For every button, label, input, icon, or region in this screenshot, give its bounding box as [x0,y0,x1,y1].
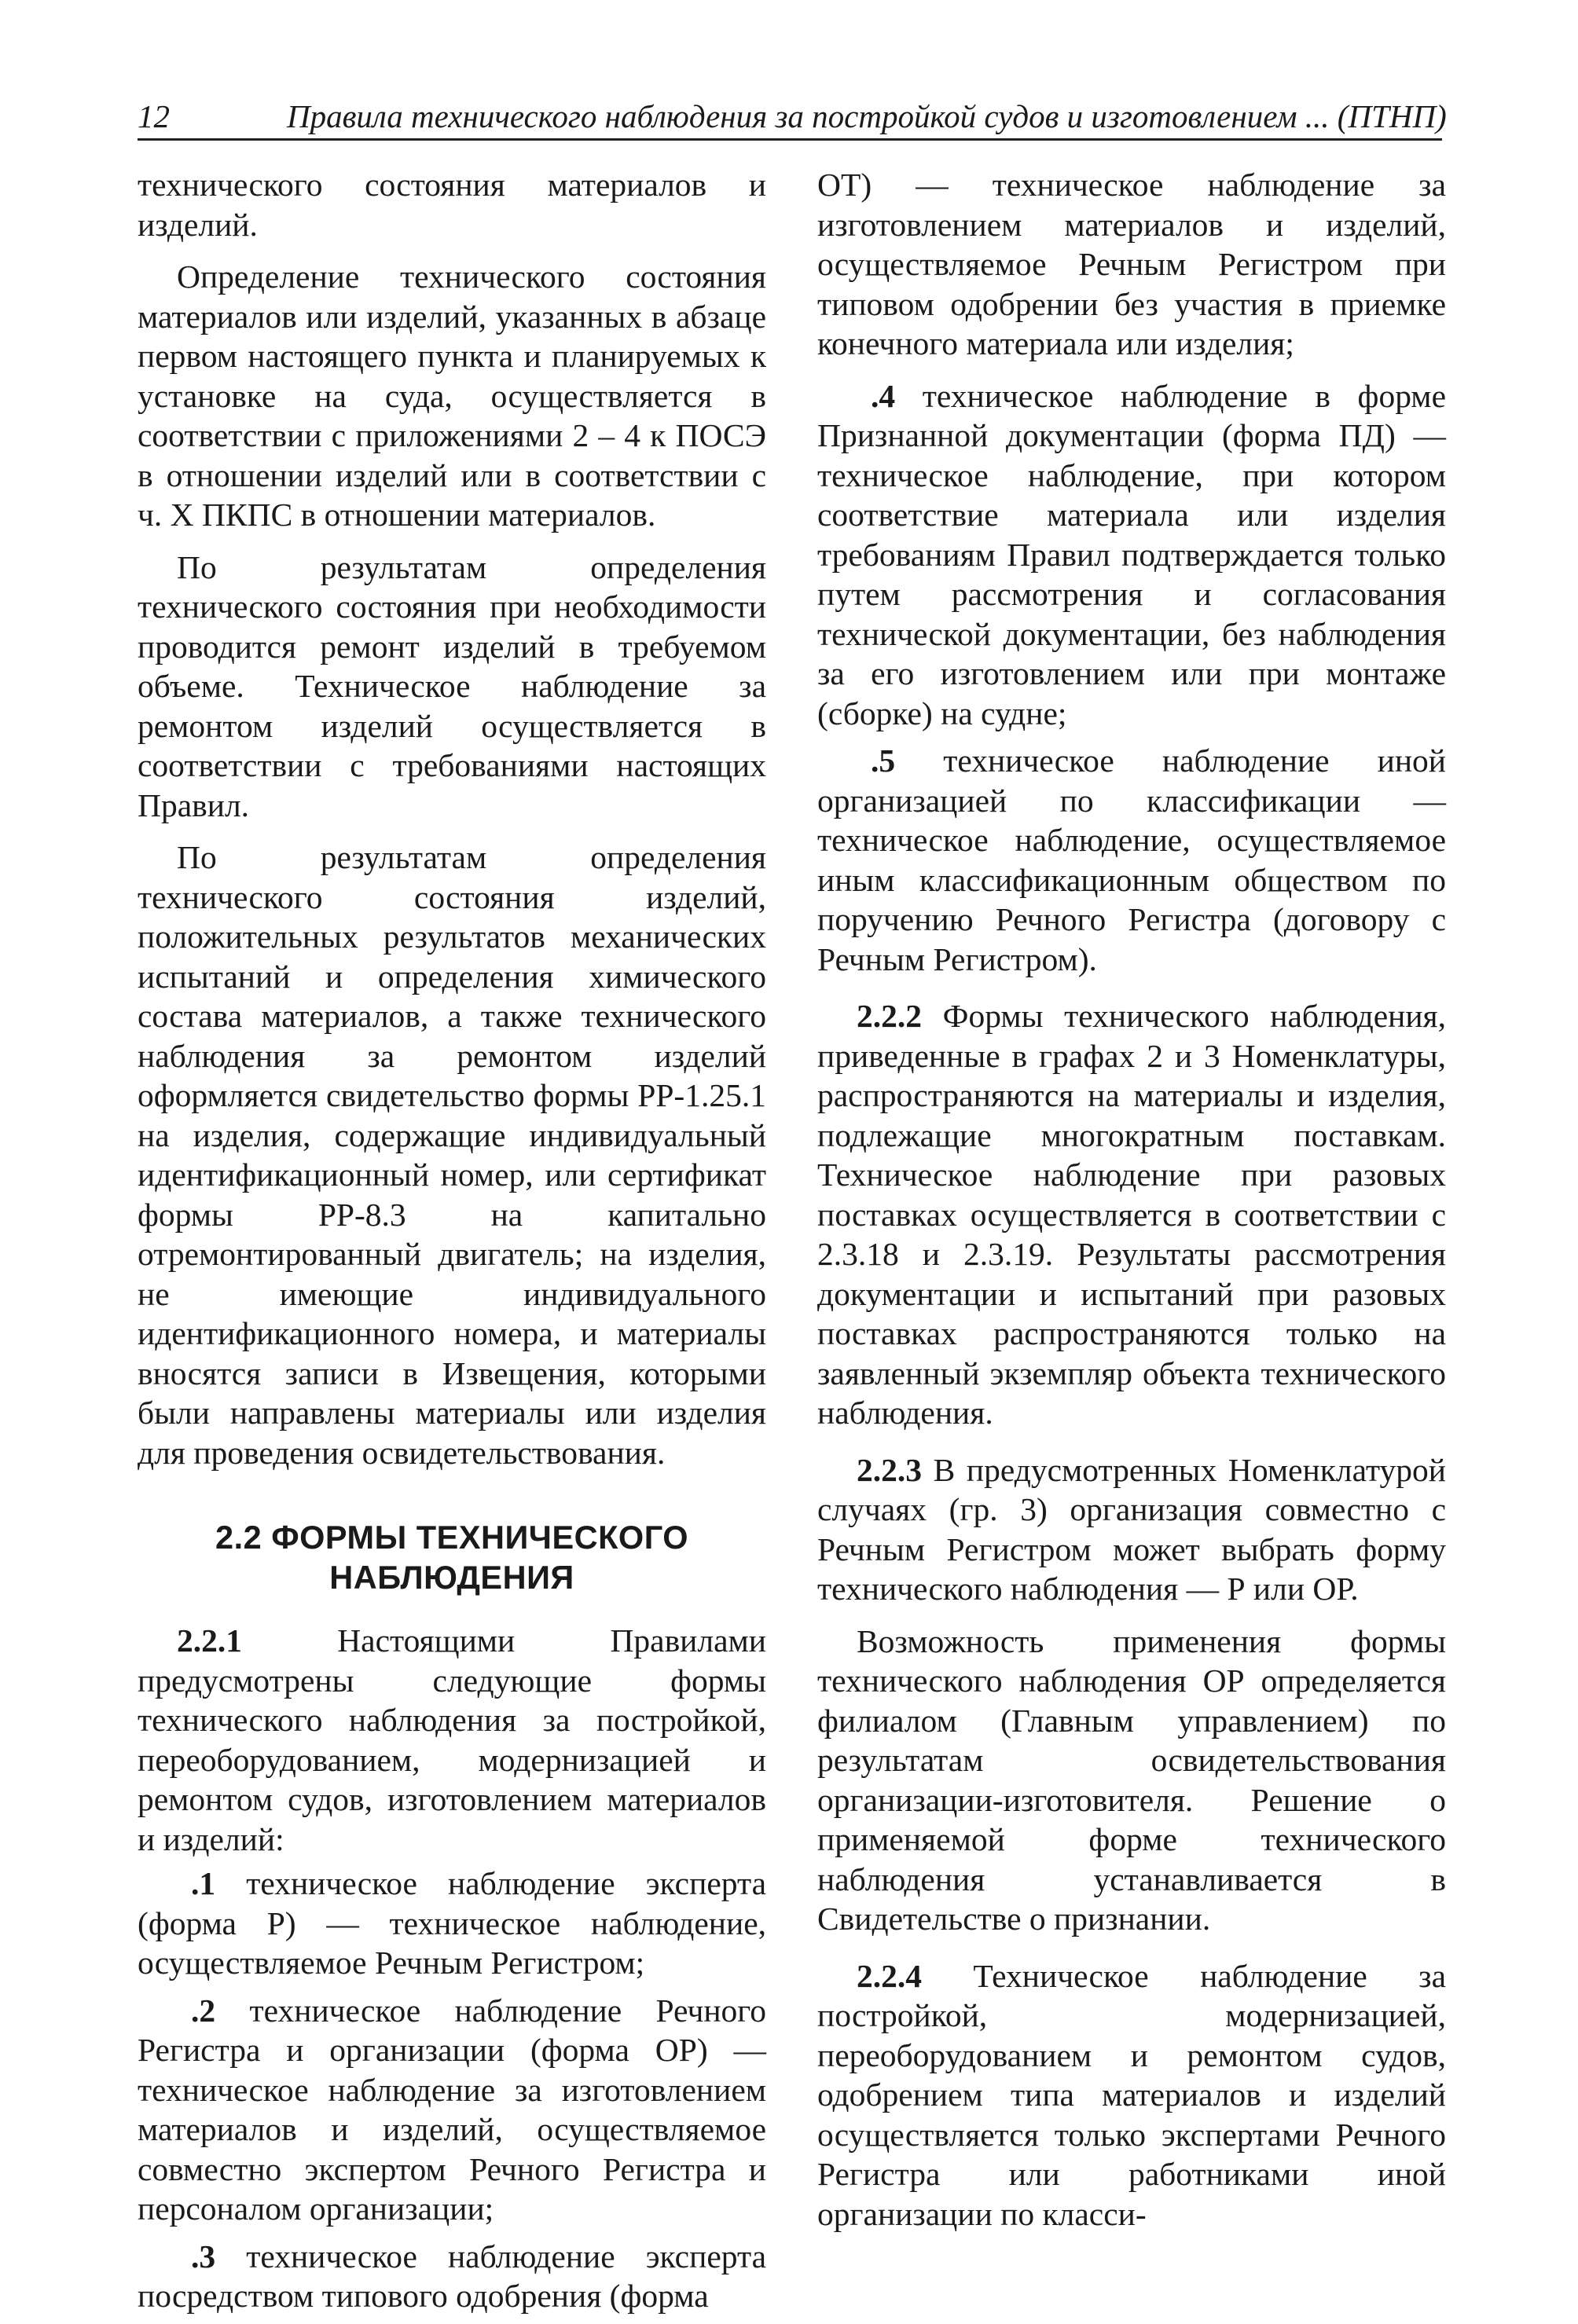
item-number: .5 [871,742,896,779]
list-item-4 [817,376,1446,734]
clause-number: 2.2.3 [857,1451,922,1488]
right-column [817,165,1446,2246]
item-number: .2 [191,1992,216,2029]
paragraph-tech-state: Определение технического состояния материалов или изделий, указанных в абзаце первом настоящего пункта и планируемых к установке на суда, осуществляется в соответствии с приложениями 2 – 4 к ПОСЭ в отношении изделий или в соответствии с ч. X ПКПС в отношении материалов. [138,258,766,533]
clause-text: Настоящими Правилами предусмотрены следующие формы технического наблюдения за постройкой, переоборудованием, модернизацией и ремонтом судов, изготовлением материалов и изделий: [138,1622,766,1857]
list-item-2 [138,1991,766,2229]
list-item-1 [138,1864,766,1983]
item-number: .4 [871,377,896,414]
item-text: техническое наблюдение эксперта посредством типового одобрения (форма [138,2238,766,2314]
clause-2-2-1 [138,1621,766,1859]
section-heading [138,1518,766,1597]
running-title: Правила технического наблюдения за постройкой судов и изготовлением ... (ПТНП) [287,98,1447,134]
item-text: техническое наблюдение эксперта (форма Р) — техническое наблюдение, осуществляемое Речным Регистром; [138,1865,766,1981]
clause-2-2-4 [817,1956,1446,2234]
item-number: .1 [191,1865,216,1901]
page-number: 12 [138,98,170,134]
item-text: техническое наблюдение в форме Признанной документации (форма ПД) — техническое наблюдение, при котором соответствие материала или изделия требованиям Правил подтверждается только путем рассмотрения и согласования технической документации, без наблюдения за его изготовлением или при монтаже (сборке) на судне; [817,377,1446,731]
section-heading-line-1: 2.2 ФОРМЫ ТЕХНИЧЕСКОГО [215,1519,688,1556]
list-item-5 [817,741,1446,979]
paragraph-continuation: технического состояния материалов и изделий. [138,167,766,243]
clause-2-2-2 [817,996,1446,1433]
clause-text: В предусмотренных Номенклатурой случаях (гр. 3) организация совместно с Речным Регистром может выбрать форму технического наблюдения — Р или ОР. [817,1451,1446,1607]
item-number: .3 [191,2238,216,2275]
left-column [138,165,766,2324]
running-header [138,94,1447,141]
item-text: техническое наблюдение иной организацией по классификации — техническое наблюдение, осуществляемое иным классификационным обществом по поручению Речного Регистра (договору с Речным Регистром). [817,742,1447,977]
paragraph-certificate: По результатам определения технического состояния изделий, положительных результатов механических испытаний и определения химического состава материалов, а также технического наблюдения за ремонтом изделий оформляется свидетельство формы РР-1.25.1 на изделия, содержащие индивидуальный идентификационный номер, или сертификат формы РР-8.3 на капитально отремонтированный двигатель; на изделия, не имеющие индивидуального идентификационного номера, и материалы вносятся записи в Извещения, которыми были направлены материалы или изделия для проведения освидетельствования. [138,839,766,1471]
clause-2-2-3 [817,1450,1446,1609]
item-text: техническое наблюдение Речного Регистра и организации (форма ОР) — техническое наблюдение за изготовлением материалов и изделий, осуществляемое совместно экспертом Речного Регистра и персоналом организации; [138,1992,767,2227]
clause-number: 2.2.1 [177,1622,242,1659]
paragraph-possibility: Возможность применения формы технического наблюдения ОР определяется филиалом (Главным управлением) по результатам освидетельствования организации-изготовителя. Решение о применяемой форме технического наблюдения устанавливается в Свидетельстве о признании. [817,1622,1446,1937]
paragraph-repair: По результатам определения технического состояния при необходимости проводится ремонт изделий в требуемом объеме. Техническое наблюдение за ремонтом изделий осуществляется в соответствии с требованиями настоящих Правил. [138,548,766,823]
section-heading-line-2: НАБЛЮДЕНИЯ [329,1558,574,1596]
clause-number: 2.2.2 [857,998,922,1034]
clause-text: Техническое наблюдение за постройкой, модернизацией, переоборудованием и ремонтом судов, одобрением типа материалов и изделий осуществляется только экспертами Речного Регистра или работниками иной организации по класси- [817,1957,1446,2232]
clause-text: Формы технического наблюдения, приведенные в графах 2 и 3 Номенклатуры, распространяются на материалы и изделия, подлежащие многократным поставкам. Техническое наблюдение при разовых поставках осуществляется в соответствии с 2.3.18 и 2.3.19. Результаты рассмотрения документации и испытаний при разовых поставках распространяются только на заявленный экземпляр объекта технического наблюдения. [817,998,1447,1431]
list-item-3 [138,2237,766,2316]
clause-number: 2.2.4 [857,1957,922,1994]
paragraph-continuation: ОТ) — техническое наблюдение за изготовлением материалов и изделий, осуществляемое Речным Регистром при типовом одобрении без участия в приемке конечного материала или изделия; [817,167,1446,361]
